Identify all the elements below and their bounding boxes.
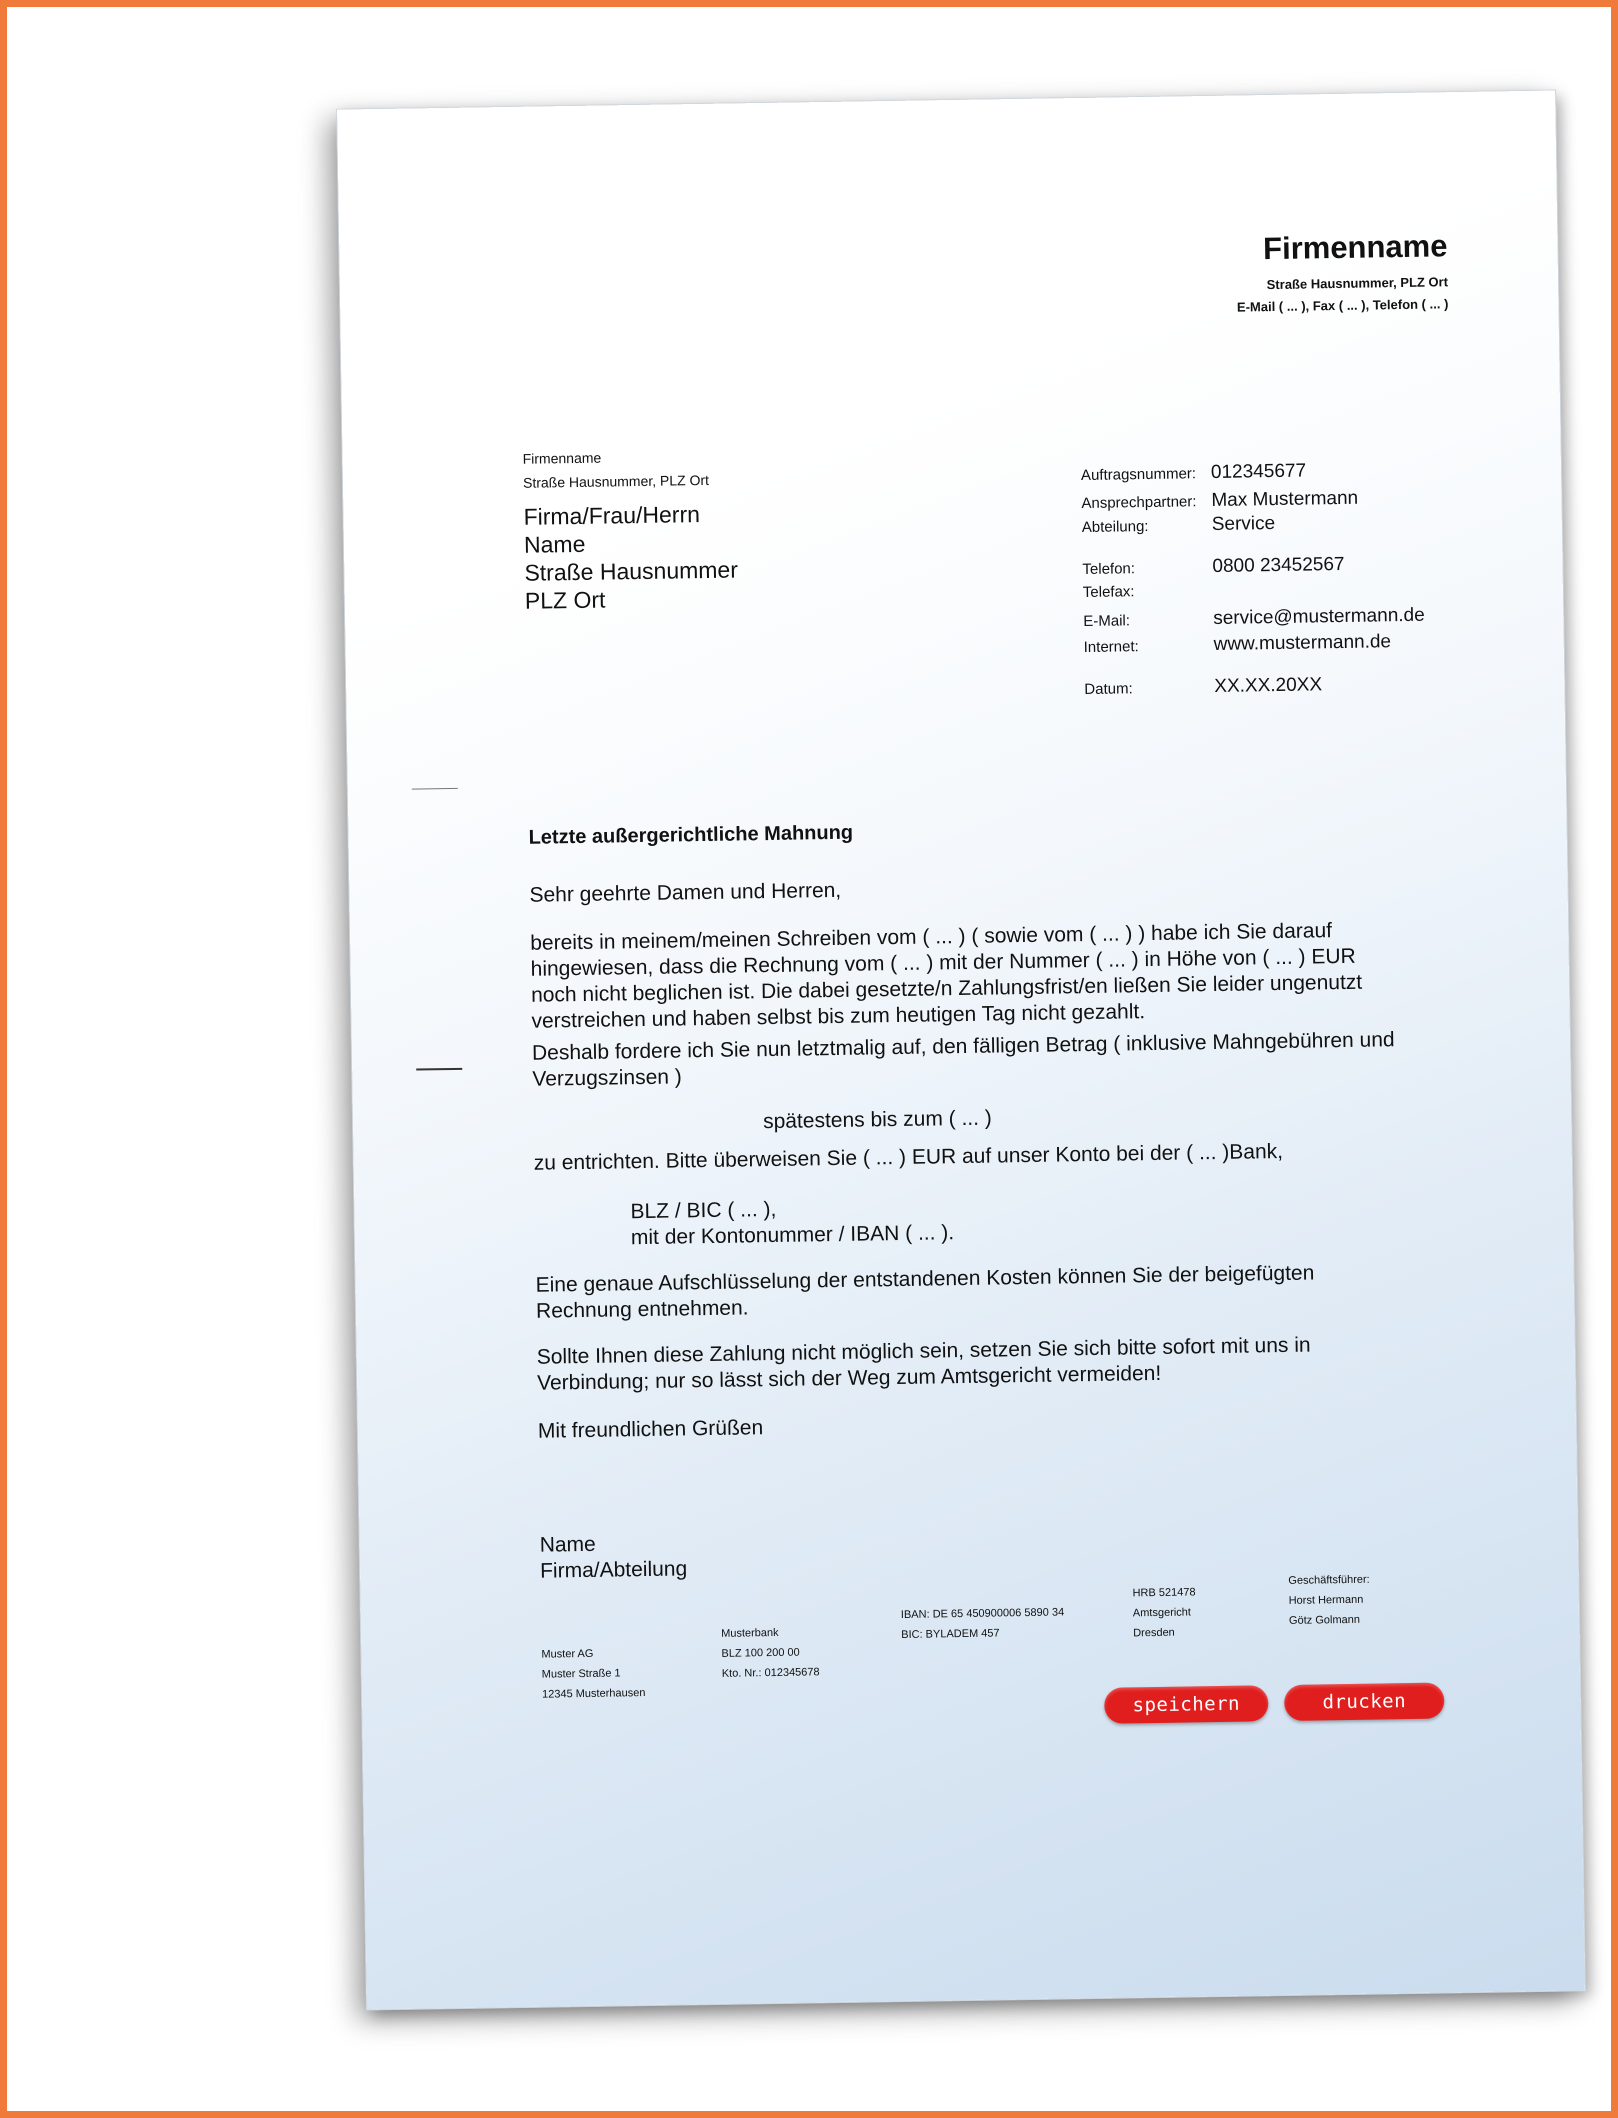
info-value: Service [1211,513,1276,535]
info-label: Datum: [1084,680,1133,699]
payment-deadline: spätestens bis zum ( ... ) [762,1106,993,1134]
info-label: E-Mail: [1083,612,1131,631]
footer-line: BLZ 100 200 00 [721,1646,800,1660]
info-value: 0800 23452567 [1212,553,1345,577]
info-row [1082,513,1276,538]
recipient-line: Straße Hausnummer [524,556,739,586]
info-value: service@mustermann.de [1213,604,1425,629]
footer-line: Geschäftsführer: [1288,1573,1370,1587]
info-row [1083,582,1213,601]
sender-name: Firmenname [522,449,602,467]
paragraph-1 [530,917,1432,1035]
footer-line: Muster AG [541,1647,594,1661]
info-value: Max Mustermann [1211,487,1359,511]
recipient-line: Name [523,530,586,558]
footer-company [541,1643,645,1705]
closing: Mit freundlichen Grüßen [537,1416,764,1443]
letter-subject: Letzte außergerichtliche Mahnung [528,821,854,849]
info-row [1083,605,1425,632]
text-line: BLZ / BIC ( ... ), [630,1197,777,1224]
sender-return-address [522,444,709,495]
text-line: Eine genaue Aufschlüsselung der entstandenen Kosten können Sie der beigefügten [535,1261,1315,1297]
salutation: Sehr geehrte Damen und Herren, [529,878,842,907]
footer-line: BIC: BYLADEM 457 [901,1627,1000,1642]
info-row [1081,461,1306,487]
info-row [1081,488,1358,514]
letter-page [337,91,1585,2010]
info-value: www.mustermann.de [1213,631,1392,655]
signature-name: Name [539,1532,596,1557]
paragraph-4 [535,1259,1436,1325]
footer-line: Musterbank [721,1626,779,1640]
info-row [1084,674,1322,700]
footer-line: Amtsgericht [1132,1606,1192,1620]
text-line: noch nicht beglichen ist. Die dabei gesetzte/n Zahlungsfrist/en ließen Sie leider ungenutzt [530,970,1363,1007]
footer-line: IBAN: DE 65 450900006 5890 34 [900,1606,1065,1622]
text-line: bereits in meinem/meinen Schreiben vom ( ... ) ( sowie vom ( ... ) ) habe ich Sie darauf [530,919,1333,955]
info-label: Telefax: [1082,583,1135,602]
info-label: Ansprechpartner: [1081,493,1197,513]
footer-line: HRB 521478 [1132,1586,1196,1600]
footer-line: Horst Hermann [1288,1593,1364,1607]
letterhead-address: Straße Hausnummer, PLZ Ort [1266,274,1449,293]
signature-department: Firma/Abteilung [539,1557,688,1583]
sender-address: Straße Hausnummer, PLZ Ort [522,471,710,491]
paragraph-3: zu entrichten. Bitte überweisen Sie ( ... ) EUR auf unser Konto bei der ( ... )Bank, [533,1139,1284,1175]
save-button[interactable]: speichern [1104,1685,1269,1724]
fold-mark [412,788,458,790]
letterhead-company-name: Firmenname [1262,228,1448,267]
paragraph-2 [532,1027,1433,1093]
text-line: Rechnung entnehmen. [535,1296,749,1323]
info-label: Telefon: [1082,560,1136,579]
info-row [1084,631,1392,658]
footer-line: 12345 Musterhausen [541,1687,646,1701]
footer-line: Dresden [1133,1626,1175,1640]
info-row [1082,554,1344,580]
punch-mark [416,1068,462,1071]
info-label: Internet: [1083,638,1139,657]
text-line: hingewiesen, dass die Rechnung vom ( ... ) mit der Nummer ( ... ) in Höhe von ( ... ) EUR [530,944,1356,981]
text-line: Sollte Ihnen diese Zahlung nicht möglich sein, setzen Sie sich bitte sofort mit uns in [536,1333,1311,1369]
bank-details [630,1190,1231,1251]
recipient-address [523,499,738,614]
info-label: Abteilung: [1081,517,1149,537]
text-line: Verbindung; nur so lässt sich der Weg zum Amtsgericht vermeiden! [537,1361,1162,1395]
text-line: Deshalb fordere ich Sie nun letztmalig auf, den fälligen Betrag ( inklusive Mahngebühren und [531,1028,1395,1065]
info-value: XX.XX.20XX [1214,674,1323,697]
info-value: 012345677 [1210,460,1307,484]
recipient-line: PLZ Ort [524,586,606,614]
footer-management [1288,1570,1370,1631]
footer-line: Muster Straße 1 [541,1667,621,1681]
text-line: Verzugszinsen ) [532,1065,682,1091]
text-line: verstreichen und haben selbst bis zum heutigen Tag nicht gezahlt. [531,1000,1146,1033]
footer-register [1132,1582,1196,1643]
letterhead-contact: E-Mail ( ... ), Fax ( ... ), Telefon ( ... ) [1236,296,1449,315]
paragraph-5 [537,1331,1438,1397]
print-button[interactable]: drucken [1284,1682,1445,1721]
info-label: Auftragsnummer: [1080,465,1197,485]
recipient-line: Firma/Frau/Herrn [523,501,701,530]
info-block [1080,457,1501,699]
footer-line: Götz Golmann [1288,1613,1361,1627]
footer-iban [901,1602,1065,1645]
text-line: mit der Kontonummer / IBAN ( ... ). [630,1221,955,1250]
footer-line: Kto. Nr.: 012345678 [721,1666,820,1680]
footer-bank [721,1622,820,1684]
